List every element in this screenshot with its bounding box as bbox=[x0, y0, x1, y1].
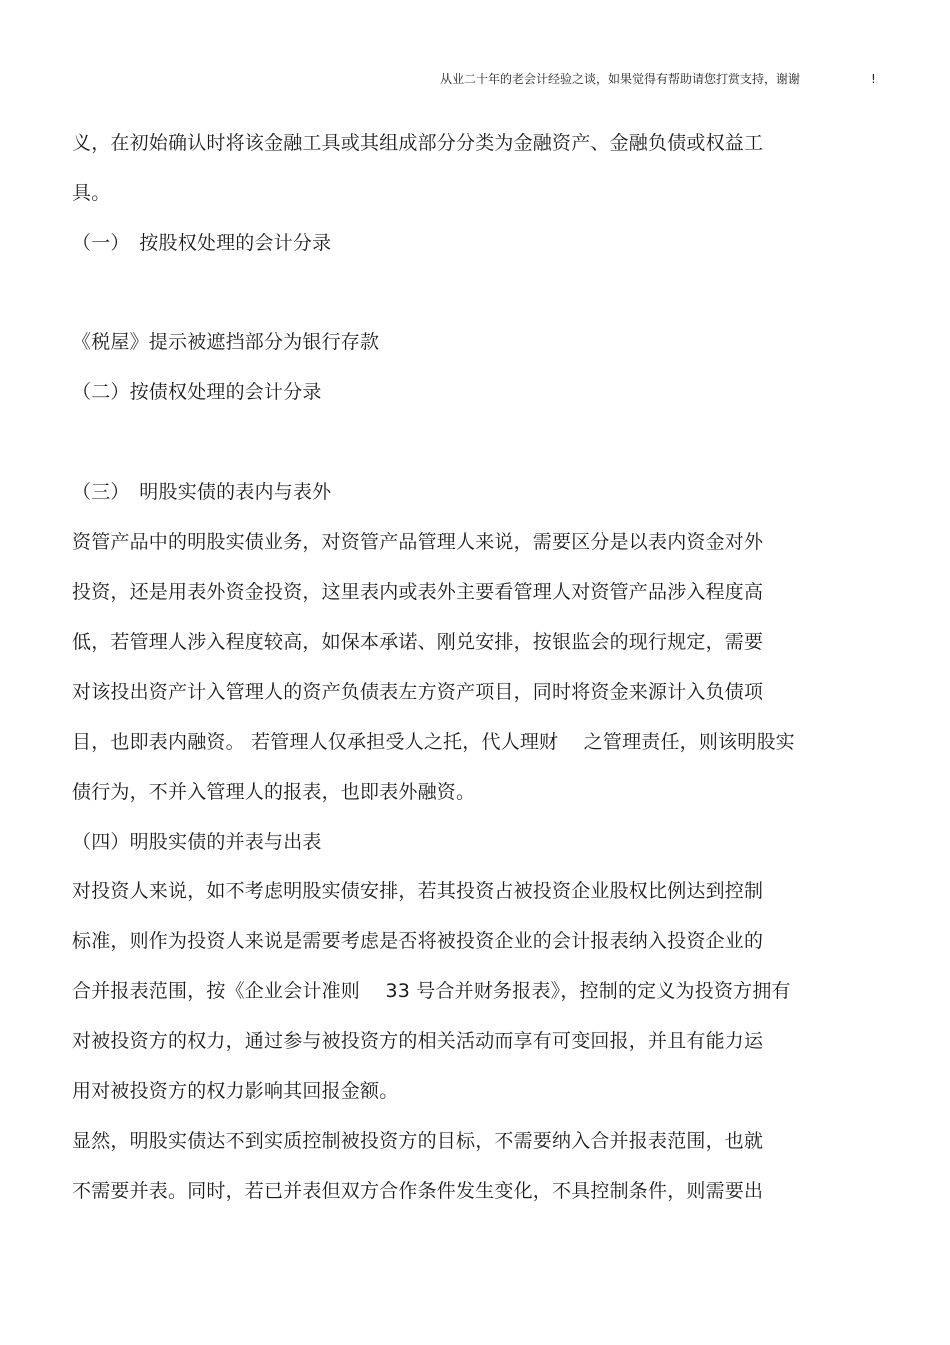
text-line: 债行为，不并入管理人的报表，也即表外融资。 bbox=[72, 781, 476, 803]
text-line: 投资，还是用表外资金投资，这里表内或表外主要看管理人对资管产品涉入程度高 bbox=[72, 581, 764, 603]
text-line: 显然，明股实债达不到实质控制被投资方的目标，不需要纳入合并报表范围，也就 bbox=[72, 1130, 764, 1152]
text-line: 具。 bbox=[72, 182, 111, 204]
text-line: 对投资人来说，如不考虑明股实债安排，若其投资占被投资企业股权比例达到控制 bbox=[72, 880, 764, 902]
text-line: 《税屋》提示被遮挡部分为银行存款 bbox=[72, 331, 380, 353]
text-line: 对被投资方的权力，通过参与被投资方的相关活动而享有可变回报，并且有能力运 bbox=[72, 1030, 764, 1052]
text-line: 不需要并表。同时，若已并表但双方合作条件发生变化，不具控制条件，则需要出 bbox=[72, 1180, 764, 1202]
text-line: 标准，则作为投资人来说是需要考虑是否将被投资企业的会计报表纳入投资企业的 bbox=[72, 930, 764, 952]
section-heading-3: （三） 明股实债的表内与表外 bbox=[72, 481, 332, 503]
section-heading-2: （二）按债权处理的会计分录 bbox=[72, 381, 322, 403]
text-line: 低，若管理人涉入程度较高，如保本承诺、刚兑安排，按银监会的现行规定，需要 bbox=[72, 631, 764, 653]
section-heading-1: （一） 按股权处理的会计分录 bbox=[72, 232, 332, 254]
section-heading-4: （四）明股实债的并表与出表 bbox=[72, 831, 322, 853]
text-line: 用对被投资方的权力影响其回报金额。 bbox=[72, 1080, 399, 1102]
text-line: 合并报表范围，按《企业会计准则 33 号合并财务报表》，控制的定义为投资方拥有 bbox=[72, 980, 791, 1002]
text-line: 资管产品中的明股实债业务，对资管产品管理人来说，需要区分是以表内资金对外 bbox=[72, 531, 764, 553]
text-line: 目，也即表内融资。 若管理人仅承担受人之托，代人理财 之管理责任，则该明股实 bbox=[72, 731, 795, 753]
header-note: 从业二十年的老会计经验之谈，如果觉得有帮助请您打赏支持，谢谢 bbox=[440, 72, 801, 86]
header-exclaim: ! bbox=[871, 72, 876, 86]
text-line: 义，在初始确认时将该金融工具或其组成部分分类为金融资产、金融负债或权益工 bbox=[72, 132, 764, 154]
text-line: 对该投出资产计入管理人的资产负债表左方资产项目，同时将资金来源计入负债项 bbox=[72, 681, 764, 703]
